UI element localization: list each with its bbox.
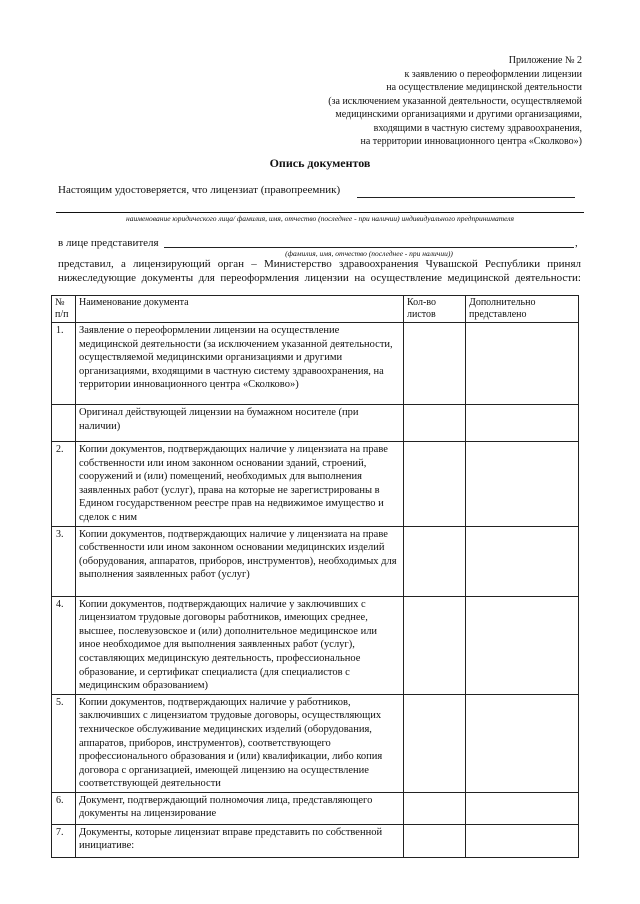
row-name: Документы, которые лицензиат вправе представить по собственной инициативе: [76,824,404,857]
table-row [52,442,579,527]
header-additional: Дополнительно представлено [466,296,579,323]
row-name: Документ, подтверждающий полномочия лица, представляющего документы на лицензирование [76,792,404,824]
row-additional-cell[interactable] [466,526,579,596]
header-name: Наименование документа [76,296,404,323]
row-num: 2. [52,442,76,527]
row-name: Копии документов, подтверждающих наличие у работников, заключивших с лицензиатом трудовые договоры, осуществляющих техническое обслуживание медицинских изделий (оборудования, аппаратов, приборов, инструментов), соответствующего профессионального образования и (или) квалификации, либо копия договора с организацией, имеющей лицензию на осуществление соответствующей деятельности [76,694,404,792]
row-name: Заявление о переоформлении лицензии на осуществление медицинской деятельности (за исключением указанной деятельности, осуществляемой медицинскими организациями и другими организациями, входящими в частную систему здравоохранения, на территории инновационного центра «Сколково») [76,323,404,405]
row-name: Оригинал действующей лицензии на бумажном носителе (при наличии) [76,405,404,442]
appendix-header [222,54,582,149]
row-num: 5. [52,694,76,792]
representative-name-field[interactable] [164,247,574,248]
appendix-line: (за исключением указанной деятельности, осуществляемой [328,95,582,107]
row-num: 6. [52,792,76,824]
table-row [52,323,579,405]
row-count-cell[interactable] [404,526,466,596]
licensee-caption: наименование юридического лица/ фамилия, имя, отчество (последнее - при наличии) индивидуального предпринимателя [125,214,515,223]
document-title: Опись документов [269,156,371,170]
row-additional-cell[interactable] [466,792,579,824]
row-count-cell[interactable] [404,824,466,857]
appendix-line: входящими в частную систему здравоохранения, [373,122,582,134]
row-count-cell[interactable] [404,694,466,792]
representative-label: в лице представителя [58,237,159,249]
appendix-line: медицинскими организациями и другими организациями, [335,109,582,120]
representative-comma: , [575,237,578,249]
representative-caption: (фамилия, имя, отчество (последнее - при наличии)) [285,249,453,258]
certification-text: Настоящим удостоверяется, что лицензиат (правопреемник) [58,184,341,196]
row-count-cell[interactable] [404,323,466,405]
presented-paragraph [58,257,581,285]
row-count-cell[interactable] [404,442,466,527]
row-additional-cell[interactable] [466,694,579,792]
presented-line: нижеследующие документы для переоформления лицензии на осуществление медицинской деятельности: [58,272,581,284]
presented-line: представил, а лицензирующий орган – Министерство здравоохранения Чувашской Республики принял [58,258,581,270]
appendix-line: к заявлению о переоформлении лицензии [404,68,582,80]
header-count: Кол-во листов [404,296,466,323]
row-num: 1. [52,323,76,405]
row-count-cell[interactable] [404,596,466,694]
licensee-name-field[interactable] [357,197,575,198]
licensee-name-line[interactable] [56,212,584,213]
row-num [52,405,76,442]
row-name: Копии документов, подтверждающих наличие у заключивших с лицензиатом трудовые договоры работников, имеющих среднее, высшее, послевузовское и (или) дополнительное медицинское или иное необходимое для выполнения заявленных работ (услуг), составляющих медицинскую деятельность, профессиональное образование, и сертификат специалиста (для специалистов с медицинским образованием) [76,596,404,694]
table-row [52,405,579,442]
documents-table [51,295,579,858]
row-additional-cell[interactable] [466,323,579,405]
appendix-line: на осуществление медицинской деятельности [386,82,582,93]
row-count-cell[interactable] [404,792,466,824]
row-additional-cell[interactable] [466,405,579,442]
table-row [52,526,579,596]
row-name: Копии документов, подтверждающих наличие у лицензиата на праве собственности или ином законном основании медицинских изделий (оборудования, аппаратов, приборов, инструментов), необходимых для выполнения заявленных работ (услуг) [76,526,404,596]
row-additional-cell[interactable] [466,824,579,857]
row-name: Копии документов, подтверждающих наличие у лицензиата на праве собственности или ином законном основании зданий, строений, сооружений и (или) помещений, необходимых для выполнения заявленных работ (услуг), права на которые не зарегистрированы в Едином государственном реестре прав на недвижимое имущество и сделок с ним [76,442,404,527]
appendix-line: на территории инновационного центра «Сколково») [360,136,582,147]
header-num: № п/п [52,296,76,323]
table-row [52,596,579,694]
row-additional-cell[interactable] [466,442,579,527]
table-row [52,824,579,857]
table-row [52,694,579,792]
row-num: 3. [52,526,76,596]
appendix-line: Приложение № 2 [508,55,582,66]
row-num: 7. [52,824,76,857]
row-num: 4. [52,596,76,694]
row-count-cell[interactable] [404,405,466,442]
table-header-row [52,296,579,323]
row-additional-cell[interactable] [466,596,579,694]
table-row [52,792,579,824]
